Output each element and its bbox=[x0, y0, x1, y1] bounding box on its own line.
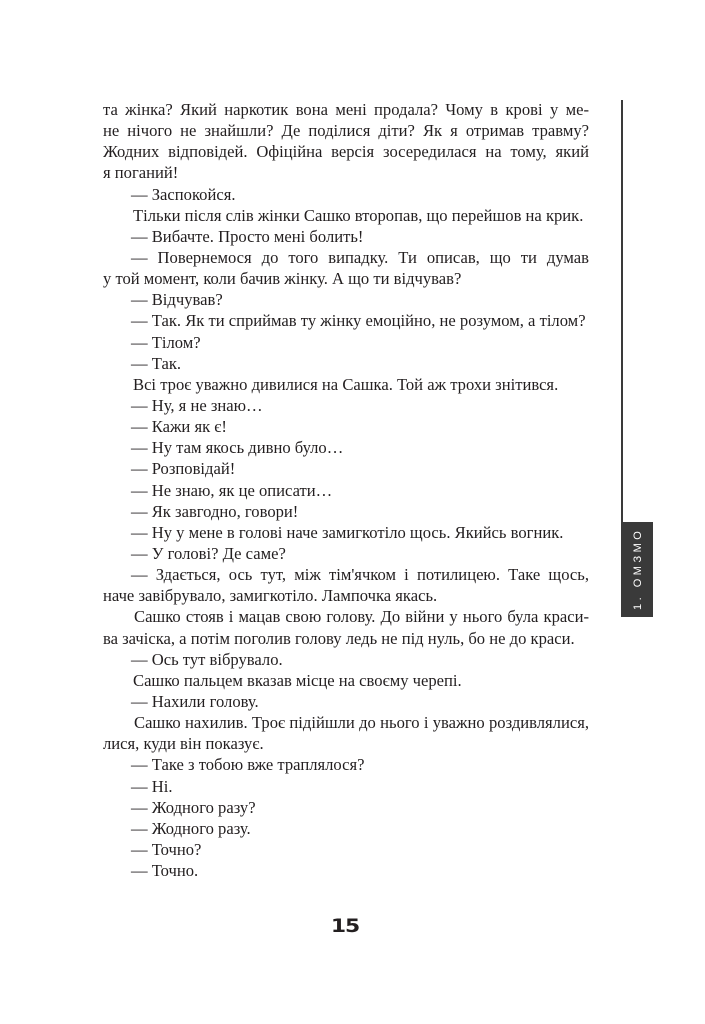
text-line: Жодних відповідей. Офіційна версія зосередилася на тому, який bbox=[103, 142, 589, 162]
text-line: — Відчував? bbox=[131, 290, 223, 310]
text-line: лися, куди він показує. bbox=[103, 734, 264, 754]
text-line: — Тілом? bbox=[131, 332, 201, 352]
text-line: — Жодного разу? bbox=[131, 797, 256, 817]
text-line: — Здається, ось тут, між тім'ячком і потилицею. Таке щось, bbox=[131, 565, 589, 585]
text-line: та жінка? Який наркотик вона мені продала? Чому в крові у ме- bbox=[103, 100, 589, 119]
text-line: Тільки після слів жінки Сашко второпав, що перейшов на крик. bbox=[133, 205, 584, 225]
text-line: ва зачіска, а потім поголив голову ледь не під нуль, бо не до краси. bbox=[103, 628, 575, 648]
text-line: Сашко нахилив. Троє підійшли до нього і уважно роздивлялися, bbox=[134, 713, 589, 733]
text-line: — Ну у мене в голові наче замигкотіло щось. Якийсь вогник. bbox=[131, 522, 564, 542]
text-line: — Точно. bbox=[131, 861, 199, 881]
text-line: — Як завгодно, говори! bbox=[131, 501, 299, 521]
text-line: — Ні. bbox=[131, 776, 173, 796]
text-line: не нічого не знайшли? Де поділися діти? Як я отримав травму? bbox=[103, 121, 589, 141]
text-line: — Розповідай! bbox=[131, 459, 236, 479]
text-line: наче завібрувало, замигкотіло. Лампочка якась. bbox=[103, 586, 438, 606]
text-line: я поганий! bbox=[103, 163, 179, 183]
page-number: 15 bbox=[330, 915, 360, 937]
text-line: — Вибачте. Просто мені болить! bbox=[131, 226, 364, 246]
text-line: — У голові? Де саме? bbox=[131, 543, 286, 563]
text-line: у той момент, коли бачив жінку. А що ти відчував? bbox=[103, 269, 462, 289]
body-text bbox=[103, 99, 589, 881]
text-line: Сашко пальцем вказав місце на своєму черепі. bbox=[133, 670, 462, 690]
text-line: — Не знаю, як це описати… bbox=[131, 480, 333, 500]
text-line: — Нахили голову. bbox=[131, 691, 259, 711]
text-line: — Заспокойся. bbox=[131, 184, 236, 204]
text-line: — Таке з тобою вже траплялося? bbox=[131, 755, 365, 775]
text-line: — Жодного разу. bbox=[131, 818, 251, 838]
text-line: Сашко стояв і мацав свою голову. До війни у нього була краси- bbox=[134, 607, 589, 627]
text-line: — Ну, я не знаю… bbox=[131, 395, 263, 415]
text-line: — Повернемося до того випадку. Ти описав, що ти думав bbox=[131, 247, 589, 267]
text-line: Всі троє уважно дивилися на Сашка. Той аж трохи знітився. bbox=[133, 374, 559, 394]
text-line: — Ось тут вібрувало. bbox=[131, 649, 283, 669]
running-head: 1. ОМЗМО bbox=[632, 527, 644, 610]
text-line: — Кажи як є! bbox=[131, 417, 227, 437]
text-line: — Ну там якось дивно було… bbox=[131, 438, 344, 458]
text-line: — Так. Як ти сприймав ту жінку емоційно, не розумом, а тілом? bbox=[131, 311, 586, 331]
text-line: — Так. bbox=[131, 353, 182, 373]
text-line: — Точно? bbox=[131, 839, 202, 859]
